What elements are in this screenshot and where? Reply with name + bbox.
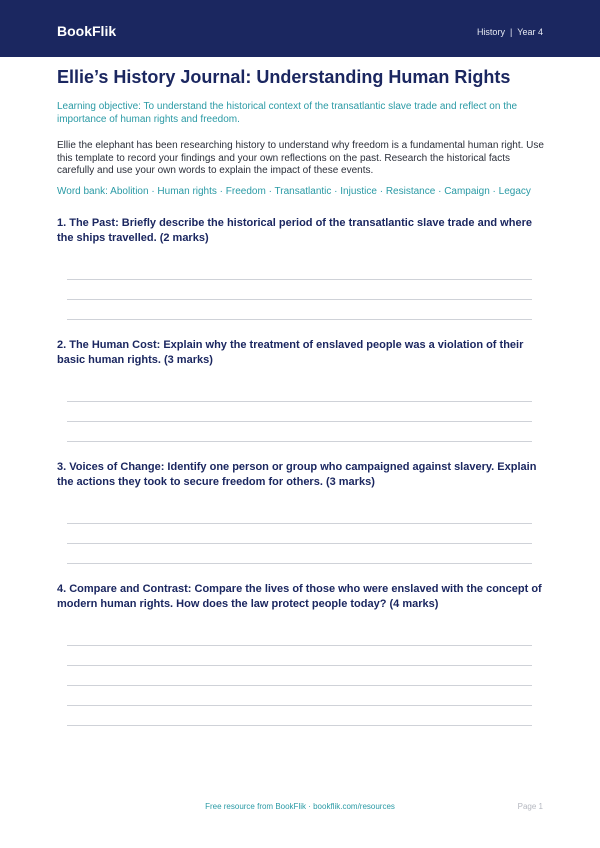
answer-line[interactable] <box>67 543 532 544</box>
answer-line[interactable] <box>67 421 532 422</box>
question-2: 2. The Human Cost: Explain why the treatment of enslaved people was a violation of their basic human rights. (3 marks) <box>57 339 524 366</box>
answer-line[interactable] <box>67 685 532 686</box>
answer-line[interactable] <box>67 401 532 402</box>
question-4: 4. Compare and Contrast: Compare the lives of those who were enslaved with the concept of modern human rights. How does the law protect people today? (4 marks) <box>57 583 542 610</box>
intro-paragraph: Ellie the elephant has been researching history to understand why freedom is a fundamental human right. Use this template to record your findings and your own reflections on the past. Research the historical facts carefully and use your own words to explain the impact of these events. <box>57 140 544 176</box>
page-number: Page 1 <box>517 802 543 811</box>
question-3: 3. Voices of Change: Identify one person or group who campaigned against slavery. Explain the actions they took to secure freedom for others. (3 marks) <box>57 461 537 488</box>
word-bank: Word bank: Abolition · Human rights · Freedom · Transatlantic · Injustice · Resistance · Campaign · Legacy <box>57 186 531 197</box>
answer-line[interactable] <box>67 441 532 442</box>
answer-line[interactable] <box>67 523 532 524</box>
subject-year-label <box>477 26 543 38</box>
question-1: 1. The Past: Briefly describe the historical period of the transatlantic slave trade and where the ships travelled. (2 marks) <box>57 217 532 244</box>
crumb-separator: | <box>509 27 513 37</box>
answer-line[interactable] <box>67 725 532 726</box>
brand-logo-text[interactable]: BookFlik <box>57 23 117 39</box>
subject-label: History <box>476 27 505 37</box>
page-header <box>0 0 600 57</box>
learning-objective: Learning objective: To understand the historical context of the transatlantic slave trade and reflect on the importance of human rights and freedom. <box>57 101 518 125</box>
page-title: Ellie’s History Journal: Understanding Human Rights <box>57 67 511 87</box>
footer-resource-link[interactable]: Free resource from BookFlik · bookflik.com/resources <box>205 802 395 811</box>
answer-line[interactable] <box>67 645 532 646</box>
answer-line[interactable] <box>67 299 532 300</box>
answer-line[interactable] <box>67 665 532 666</box>
answer-line[interactable] <box>67 705 532 706</box>
answer-line[interactable] <box>67 319 532 320</box>
answer-line[interactable] <box>67 563 532 564</box>
year-label: Year 4 <box>517 27 543 37</box>
answer-line[interactable] <box>67 279 532 280</box>
